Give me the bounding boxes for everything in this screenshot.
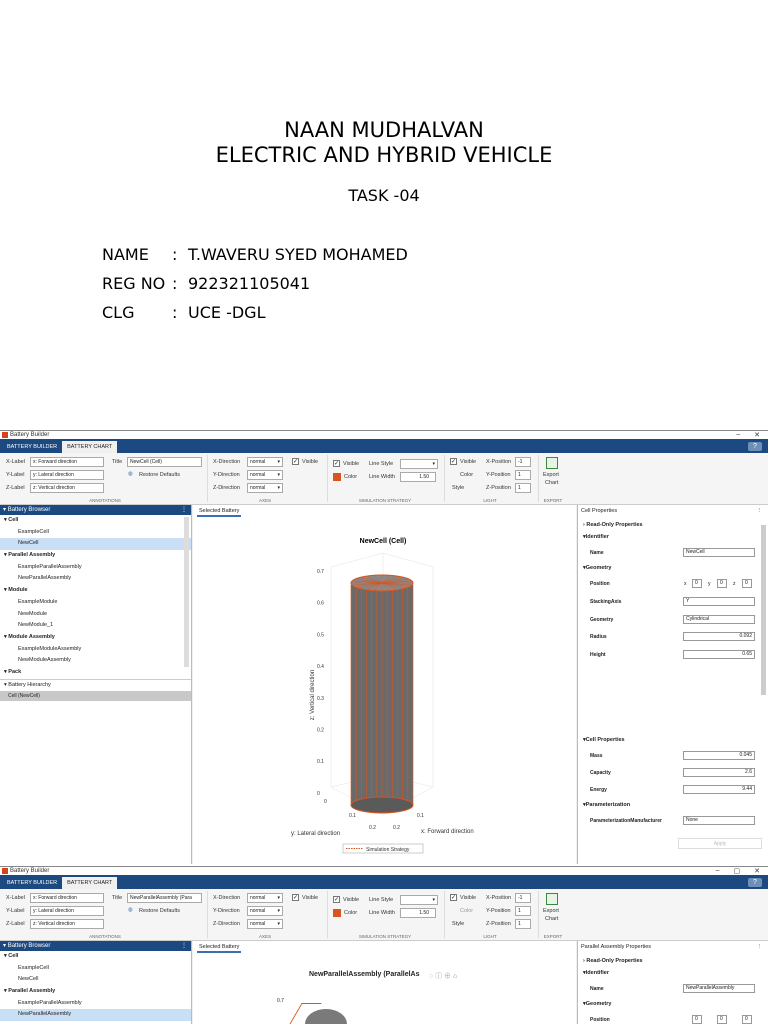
ylabel-label: Y-Label [6,908,25,914]
tree-leaf[interactable]: NewModuleAssembly [18,657,71,664]
height-label: Height [590,652,606,658]
toolstrip [0,453,768,505]
battery-browser-header [0,505,191,515]
cell-properties-panel [577,505,768,864]
title-input[interactable]: NewCell (Cell) [127,457,202,467]
geometry-select[interactable]: Cylindrical [683,615,755,624]
battery-builder-window-1 [0,430,768,864]
tree-leaf[interactable]: ExampleParallelAssembly [18,563,82,570]
tab-selected-battery[interactable]: Selected Battery [197,943,241,953]
position-label: Position [590,1017,610,1023]
group-simulation-strategy: SIMULATION STRATEGY [358,934,412,939]
axes-visible-checkbox[interactable]: ✓ [293,895,299,901]
divider [327,891,328,938]
group-export: EXPORT [543,934,563,939]
chart-panel [193,505,576,864]
tree-node[interactable]: ▾ Pack [4,668,22,675]
apply-button[interactable]: Apply [678,838,762,849]
xpos-label: X-Position [486,459,512,465]
axes-visible-label: Visible [302,895,319,901]
y-axis-label: y: Lateral direction [291,831,341,837]
maximize-icon[interactable]: ▢ [733,868,741,875]
tree-node[interactable]: ▾ Module Assembly [4,633,55,640]
info-value: 922321105041 [188,274,311,293]
z-tick: 0.4 [317,664,324,671]
group-light: LIGHT [483,934,497,939]
tab-battery-chart[interactable]: BATTERY CHART [62,877,117,889]
info-value: T.WAVERU SYED MOHAMED [188,245,408,264]
window-title: Battery Builder [10,432,50,438]
divider [207,891,208,938]
slide-title-line1: NAAN MUDHALVAN [284,118,484,142]
title-label: Title [112,459,123,465]
group-annotations: ANNOTATIONS [89,934,121,939]
tree-node[interactable]: ▾ Parallel Assembly [4,552,56,559]
sim-color-swatch[interactable] [333,473,341,481]
divider [444,455,445,502]
mass-label: Mass [590,753,603,759]
ydir-label: Y-Direction [213,908,240,914]
parameterization-label: Parameterization [585,802,631,808]
export-label[interactable]: Export [543,472,559,478]
window-titlebar [0,431,768,439]
task-label: TASK -04 [348,186,420,205]
capacity-input[interactable]: 2.6 [683,768,755,777]
info-row-name [102,245,408,264]
geom-label: Geometry [590,617,614,623]
tree-leaf[interactable]: ExampleCell [18,528,49,535]
axes-visible-checkbox[interactable]: ✓ [293,459,299,465]
legend-label: Simulation Strategy [366,847,410,853]
ypos-input[interactable]: 1 [515,470,531,480]
divider [207,455,208,502]
zdir-select[interactable]: normal ▾ [247,919,283,929]
battery-browser-title: Battery Browser [7,507,51,513]
identifier-section[interactable]: ▾Identifier [583,534,609,540]
z-tick: 0.2 [317,727,324,734]
zlabel-label: Z-Label [6,485,25,491]
group-simulation-strategy: SIMULATION STRATEGY [358,498,412,503]
tab-battery-chart[interactable]: BATTERY CHART [62,441,117,453]
readonly-section[interactable]: › Read-Only Properties [583,958,643,964]
identifier-label: Identifier [585,970,609,976]
restore-defaults-button[interactable]: Restore Defaults [139,472,180,478]
tree-leaf[interactable]: NewModule_1 [18,622,54,629]
pos-y-input[interactable]: 0 [717,1015,727,1024]
title-label: Title [112,895,123,901]
sim-color-label: Color [344,910,358,916]
line-width-label: Line Width [369,474,395,480]
name-label: Name [590,550,604,556]
more-icon[interactable]: ⋮ [181,943,187,949]
collapse-icon[interactable]: ▾ [3,943,8,949]
readonly-label: Read-Only Properties [586,958,643,964]
geometry-section[interactable]: ▾Geometry [583,565,612,571]
info-value: UCE -DGL [188,303,266,322]
ylabel-input[interactable]: y: Lateral direction [30,470,104,480]
identifier-label: Identifier [585,534,609,540]
identifier-section[interactable]: ▾Identifier [583,970,609,976]
pos-x-label: x [684,581,687,587]
tree-leaf[interactable]: ExampleParallelAssembly [18,999,82,1006]
group-axes: AXES [258,934,271,939]
line-style-select[interactable] [400,895,438,905]
tree-leaf[interactable]: NewCell [0,538,191,550]
xlabel-input[interactable]: x: Forward direction [30,893,104,903]
line-width-spinner[interactable]: 1.50 [400,908,436,918]
toolstrip [0,889,768,941]
more-icon[interactable]: ⋮ [756,508,762,514]
divider [444,891,445,938]
light-visible-label: Visible [460,459,477,465]
export-label[interactable]: Export [543,908,559,914]
help-icon[interactable]: ? [748,878,762,887]
tree-leaf[interactable]: NewCell [18,976,39,983]
name-label: Name [590,986,604,992]
divider [538,455,539,502]
light-style-select[interactable]: Style [452,485,465,491]
light-visible-label: Visible [460,895,477,901]
light-color-label: Color [460,908,474,914]
restore-icon[interactable]: ◍ [128,471,133,477]
radius-input[interactable]: 0.092 [683,632,755,641]
ydir-select[interactable]: normal ▾ [247,906,283,916]
zpos-input[interactable]: 1 [515,919,531,929]
tab-battery-builder[interactable]: BATTERY BUILDER [7,880,58,886]
parameterization-section[interactable]: ▾Parameterization [583,802,631,808]
help-icon[interactable]: ? [748,442,762,451]
tab-selected-battery[interactable]: Selected Battery [197,507,241,517]
ydir-select[interactable]: normal ▾ [247,470,283,480]
cell-properties-label: Cell Properties [585,737,625,743]
parallel-assembly-properties-panel [577,941,768,1024]
xlabel-label: X-Label [6,895,25,901]
info-sep: : [172,303,178,322]
x-tick: 0 [324,799,327,805]
pos-z-input[interactable]: 0 [742,1015,752,1024]
collapse-icon[interactable]: ▾ [3,507,8,513]
line-style-select[interactable] [400,459,438,469]
light-visible-checkbox[interactable]: ✓ [451,895,457,901]
y-tick: 0.1 [349,813,356,819]
info-sep: : [172,245,178,264]
energy-label: Energy [590,787,607,793]
readonly-label: Read-Only Properties [586,522,643,528]
xdir-select[interactable]: normal ▾ [247,893,283,903]
ypos-label: Y-Position [486,472,511,478]
x-axis-label: x: Forward direction [421,829,474,835]
ypos-label: Y-Position [486,908,511,914]
sim-visible-label: Visible [343,897,360,903]
sim-visible-checkbox[interactable]: ✓ [334,897,340,903]
pos-z-label: z [733,581,736,587]
pos-x-input[interactable]: 0 [692,579,702,588]
properties-scrollbar[interactable] [761,525,766,695]
name-input[interactable]: NewCell [683,548,755,557]
pos-x-input[interactable]: 0 [692,1015,702,1024]
zpos-label: Z-Position [486,485,511,491]
properties-title: Cell Properties [581,508,618,514]
light-visible-checkbox[interactable]: ✓ [451,459,457,465]
xpos-input[interactable]: -1 [515,457,531,467]
ydir-label: Y-Direction [213,472,240,478]
title-input[interactable]: NewParallelAssembly (Para [127,893,202,903]
geometry-label: Geometry [585,565,612,571]
group-axes: AXES [258,498,271,503]
group-light: LIGHT [483,498,497,503]
y-tick: 0.2 [369,825,376,831]
z-tick: 0 [317,790,320,797]
line-width-label: Line Width [369,910,395,916]
line-style-label: Line Style [369,897,394,903]
divider [538,891,539,938]
matlab-icon [2,432,8,438]
z-tick: 0.7 [317,569,324,575]
more-icon[interactable]: ⋮ [756,944,762,950]
tree-node[interactable]: ▾ Module [4,587,28,594]
ribbon-tabs [0,439,768,453]
minimize-icon[interactable]: – [736,431,741,438]
tree-node[interactable]: ▾ Cell [4,517,19,523]
tree-leaf[interactable]: ExampleModule [18,598,58,605]
light-style-select[interactable]: Style [452,921,465,927]
battery-browser-title: Battery Browser [7,943,51,949]
window-titlebar [0,867,768,875]
properties-title: Parallel Assembly Properties [581,944,652,950]
slide-title-line2: ELECTRIC AND HYBRID VEHICLE [215,143,553,167]
pos-z-input[interactable]: 0 [742,579,752,588]
battery-browser [0,505,192,864]
z-tick-labels [317,569,324,797]
ylabel-input[interactable]: y: Lateral direction [30,906,104,916]
matlab-icon [2,868,8,874]
close-icon[interactable]: ✕ [754,868,760,875]
zdir-select[interactable]: normal ▾ [247,483,283,493]
line-style-label: Line Style [369,461,394,467]
info-key: CLG [102,303,135,322]
stacking-label: StackingAxis [590,599,622,605]
chart-label[interactable]: Chart [545,916,559,922]
restore-defaults-button[interactable]: Restore Defaults [139,908,180,914]
readonly-section[interactable]: › Read-Only Properties [583,522,643,528]
cell-properties-section[interactable]: ▾Cell Properties [583,737,625,743]
battery-browser-header [0,941,191,951]
xdir-label: X-Direction [213,459,241,465]
group-export: EXPORT [543,498,563,503]
info-row-clg [102,303,265,322]
browser-scrollbar[interactable] [184,517,189,667]
xlabel-label: X-Label [6,459,25,465]
chart-title: NewParallelAssembly (ParallelAs [309,971,420,978]
axes-toolbar-icons[interactable]: ◌ ⓘ ⊕ ⌂ [429,973,458,980]
tree-node[interactable]: ▾ Parallel Assembly [4,988,56,995]
z-tick: 0.7 [277,998,284,1004]
cylinder-cell [351,575,413,813]
tree-leaf[interactable]: ExampleModuleAssembly [18,645,82,652]
battery-browser [0,941,192,1024]
zpos-label: Z-Position [486,921,511,927]
window-title: Battery Builder [10,868,50,874]
tree-node[interactable]: ▾ Cell [4,953,19,959]
light-color-label: Color [460,472,474,478]
z-tick: 0.5 [317,632,324,639]
sim-visible-label: Visible [343,461,360,467]
z-tick: 0.1 [317,759,324,766]
xdir-label: X-Direction [213,895,241,901]
minimize-icon[interactable]: – [715,867,720,874]
zpos-input[interactable]: 1 [515,483,531,493]
group-annotations: ANNOTATIONS [89,498,121,503]
position-label: Position [590,581,610,587]
pos-y-label: y [708,581,711,587]
name-input[interactable]: NewParallelAssembly [683,984,755,993]
xlabel-input[interactable]: x: Forward direction [30,457,104,467]
battery-hierarchy-title: Battery Hierarchy [8,682,51,688]
radius-label: Radius [590,634,607,640]
pos-y-input[interactable]: 0 [717,579,727,588]
info-key: NAME [102,245,149,264]
tree-leaf[interactable]: NewParallelAssembly [18,575,72,582]
zdir-label: Z-Direction [213,921,240,927]
info-sep: : [172,274,178,293]
z-axis-label: z: Vertical direction [310,669,316,721]
stacking-select[interactable]: Y [683,597,755,606]
sim-color-label: Color [344,474,358,480]
browser-tree [0,515,191,679]
export-chart-icon[interactable] [546,893,558,905]
line-width-spinner[interactable]: 1.50 [400,472,436,482]
sim-color-swatch[interactable] [333,909,341,917]
info-row-regno [102,274,310,293]
x-tick: 0.2 [393,825,400,831]
battery-builder-window-2 [0,866,768,1024]
cell-3d-chart [193,505,576,864]
tree-leaf-selected[interactable]: NewParallelAssembly [0,1009,191,1021]
z-tick: 0.6 [317,600,324,607]
z-tick: 0.3 [317,695,324,702]
manufacturer-label: ParameterizationManufacturer [590,818,662,824]
zdir-label: Z-Direction [213,485,240,491]
battery-hierarchy-header[interactable]: ▾ Battery Hierarchy [0,679,191,689]
restore-icon[interactable]: ◍ [128,907,133,913]
info-key: REG NO [102,274,166,293]
mass-input[interactable]: 0.045 [683,751,755,760]
axes-visible-label: Visible [302,459,319,465]
ylabel-label: Y-Label [6,472,25,478]
tree-leaf[interactable]: NewModule [18,610,48,617]
ribbon-tabs [0,875,768,889]
geometry-section[interactable]: ▾Geometry [583,1001,612,1007]
zlabel-input[interactable]: z: Vertical direction [30,483,104,493]
hierarchy-item[interactable]: Cell (NewCell) [0,691,191,701]
geometry-label: Geometry [585,1001,612,1007]
manufacturer-select[interactable]: None [683,816,755,825]
export-chart-icon[interactable] [546,457,558,469]
capacity-label: Capacity [590,770,611,776]
sim-visible-checkbox[interactable]: ✓ [334,461,340,467]
chart-label[interactable]: Chart [545,480,559,486]
divider [327,455,328,502]
height-input[interactable]: 0.65 [683,650,755,659]
energy-input[interactable]: 9.44 [683,785,755,794]
x-tick: 0.1 [417,813,424,819]
ypos-input[interactable]: 1 [515,906,531,916]
xpos-label: X-Position [486,895,512,901]
zlabel-label: Z-Label [6,921,25,927]
xpos-input[interactable]: -1 [515,893,531,903]
chart-panel [193,941,576,1024]
close-icon[interactable]: ✕ [754,432,760,439]
more-icon[interactable]: ⋮ [181,507,187,513]
zlabel-input[interactable]: z: Vertical direction [30,919,104,929]
xdir-select[interactable]: normal ▾ [247,457,283,467]
chart-title: NewCell (Cell) [359,538,407,545]
tab-battery-builder[interactable]: BATTERY BUILDER [7,444,58,450]
tree-leaf[interactable]: ExampleCell [18,964,49,971]
